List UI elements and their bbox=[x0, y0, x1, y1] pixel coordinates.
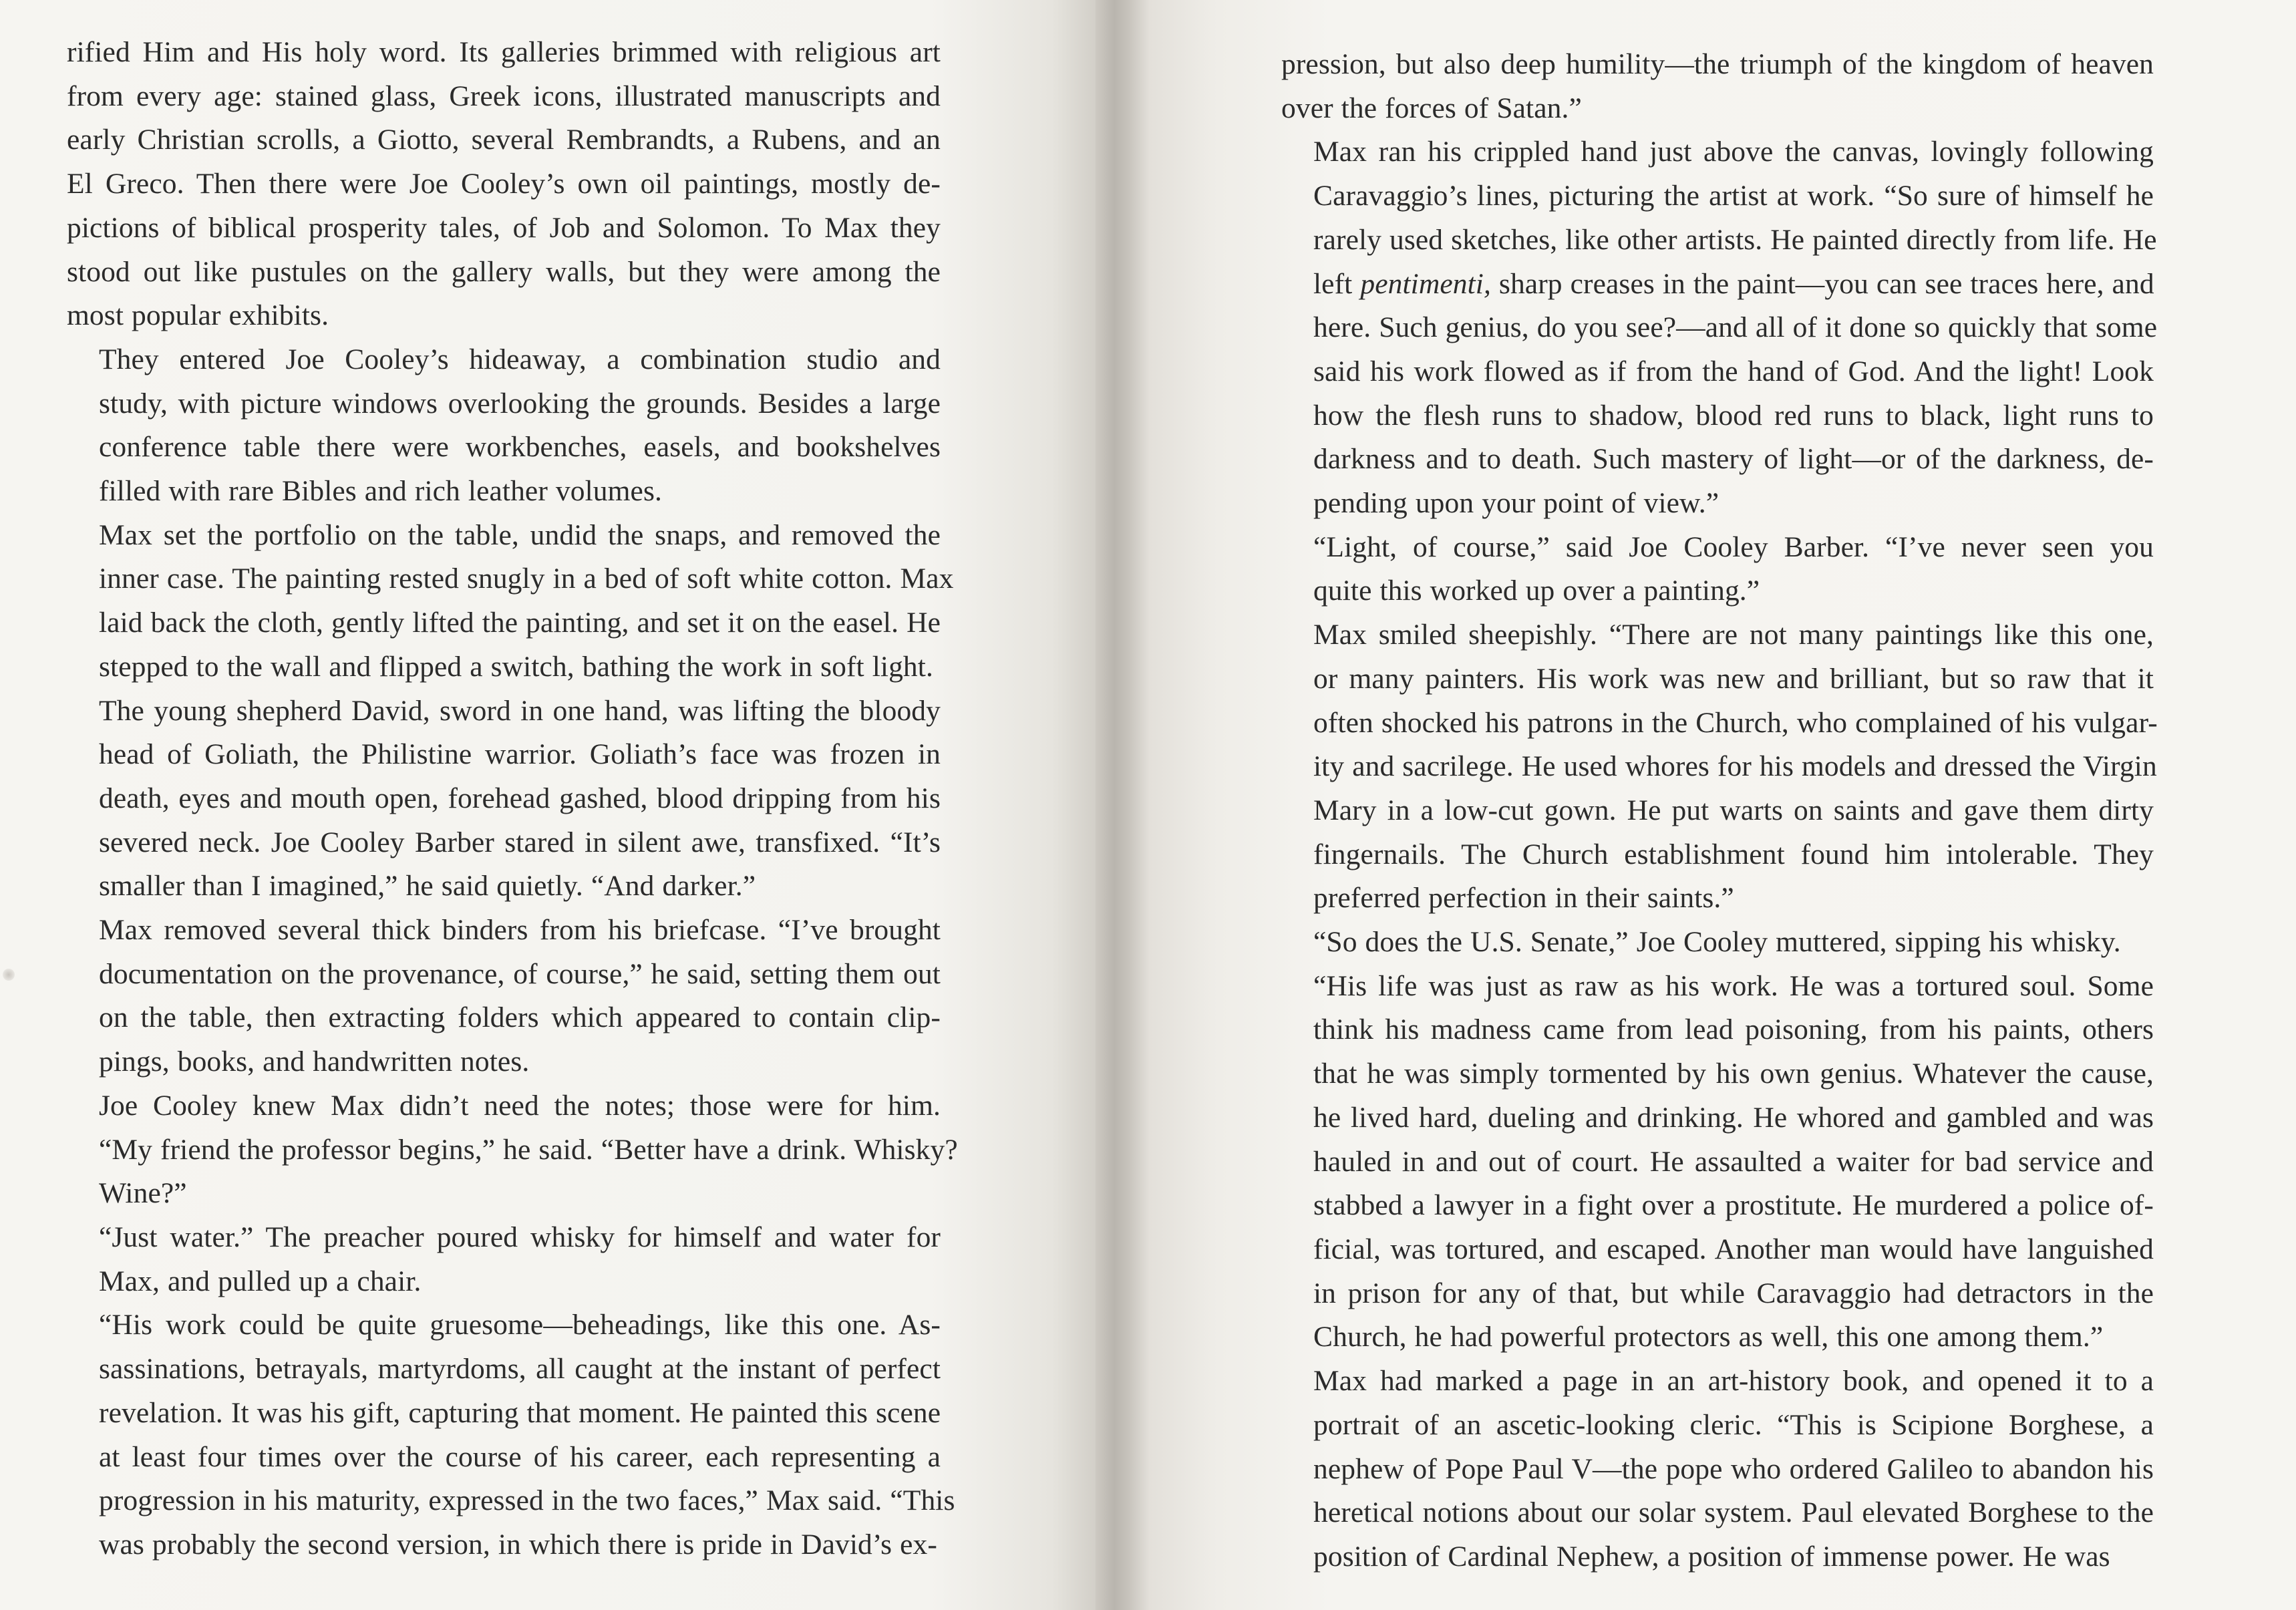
text-line: Max had marked a page in an art-history book, and opened it to a bbox=[1313, 1365, 2154, 1398]
text-line: “His work could be quite gruesome—beheadings, like this one. As- bbox=[99, 1309, 941, 1341]
text-line: Mary in a low-cut gown. He put warts on saints and gave them dirty bbox=[1313, 794, 2154, 826]
text-line: he lived hard, dueling and drinking. He whored and gambled and was bbox=[1313, 1101, 2154, 1134]
text-line: “Just water.” The preacher poured whisky for himself and water for bbox=[99, 1221, 941, 1253]
paragraph bbox=[1281, 1359, 2154, 1579]
text-line: “His life was just as raw as his work. He was a tortured soul. Some bbox=[1313, 969, 2154, 1002]
text-line: in prison for any of that, but while Caravaggio had detractors in the bbox=[1313, 1277, 2154, 1309]
paragraph bbox=[67, 1084, 958, 1216]
paragraph bbox=[67, 514, 954, 689]
text-line: that he was simply tormented by his own genius. Whatever the cause, bbox=[1313, 1058, 2154, 1090]
text-line: Wine?” bbox=[99, 1177, 187, 1210]
text-line: from every age: stained glass, Greek icons, illustrated manuscripts and bbox=[67, 79, 941, 112]
text-line: “Light, of course,” said Joe Cooley Barber. “I’ve never seen you bbox=[1313, 530, 2154, 563]
text-line: smaller than I imagined,” he said quietly. “And darker.” bbox=[99, 870, 756, 903]
text-line: nephew of Pope Paul V—the pope who ordered Galileo to abandon his bbox=[1313, 1452, 2154, 1485]
page-smudge bbox=[3, 969, 15, 981]
text-line: here. Such genius, do you see?—and all of it done so quickly that some bbox=[1313, 311, 2158, 344]
text-line: said his work flowed as if from the hand of God. And the light! Look bbox=[1313, 355, 2154, 387]
text-line: filled with rare Bibles and rich leather volumes. bbox=[99, 475, 662, 508]
left-page-text bbox=[67, 31, 958, 1567]
paragraph bbox=[1281, 526, 2154, 613]
paragraph bbox=[67, 338, 941, 514]
text-line: pending upon your point of view.” bbox=[1313, 487, 1719, 520]
paragraph bbox=[1281, 130, 2158, 525]
text-line: hauled in and out of court. He assaulted a waiter for bad service and bbox=[1313, 1145, 2154, 1178]
text-line: inner case. The painting rested snugly in a bed of soft white cotton. Max bbox=[99, 562, 954, 595]
text-line: progression in his maturity, expressed in the two faces,” Max said. “This bbox=[99, 1484, 955, 1517]
text-line: rarely used sketches, like other artists. He painted directly from life. He bbox=[1313, 223, 2157, 256]
text-line: Max ran his crippled hand just above the canvas, lovingly following bbox=[1313, 136, 2154, 168]
text-line: Max set the portfolio on the table, undid the snaps, and removed the bbox=[99, 518, 941, 551]
text-line: pression, but also deep humility—the triumph of the kingdom of heaven bbox=[1281, 48, 2154, 80]
text-line: portrait of an ascetic-looking cleric. “This is Scipione Borghese, a bbox=[1313, 1408, 2154, 1441]
text-line: early Christian scrolls, a Giotto, several Rembrandts, a Rubens, and an bbox=[67, 124, 941, 156]
text-line: Max, and pulled up a chair. bbox=[99, 1265, 422, 1297]
text-line: often shocked his patrons in the Church, who complained of his vulgar- bbox=[1313, 706, 2158, 739]
text-line: most popular exhibits. bbox=[67, 299, 329, 332]
text-line: was probably the second version, in which there is pride in David’s ex- bbox=[99, 1528, 937, 1561]
paragraph bbox=[67, 31, 941, 338]
text-line: over the forces of Satan.” bbox=[1281, 92, 1582, 124]
text-line: ficial, was tortured, and escaped. Another man would have languished bbox=[1313, 1233, 2154, 1265]
text-line: Joe Cooley knew Max didn’t need the notes; those were for him. bbox=[99, 1089, 941, 1122]
text-line: The young shepherd David, sword in one hand, was lifting the bloody bbox=[99, 694, 941, 727]
text-line: severed neck. Joe Cooley Barber stared in silent awe, transfixed. “It’s bbox=[99, 826, 941, 858]
paragraph bbox=[1281, 613, 2158, 921]
text-line: death, eyes and mouth open, forehead gashed, blood dripping from his bbox=[99, 782, 941, 814]
text-line: “My friend the professor begins,” he said. “Better have a drink. Whisky? bbox=[99, 1133, 958, 1166]
text-line: “So does the U.S. Senate,” Joe Cooley muttered, sipping his whisky. bbox=[1313, 926, 2121, 959]
paragraph bbox=[1281, 921, 2154, 965]
text-line: preferred perfection in their saints.” bbox=[1313, 882, 1734, 915]
paragraph bbox=[1281, 43, 2154, 130]
text-line: fingernails. The Church establishment found him intolerable. They bbox=[1313, 838, 2154, 870]
text-line: laid back the cloth, gently lifted the painting, and set it on the easel. He bbox=[99, 607, 941, 639]
text-line: how the flesh runs to shadow, blood red runs to black, light runs to bbox=[1313, 399, 2154, 432]
text-line: darkness and to death. Such mastery of light—or of the darkness, de- bbox=[1313, 443, 2154, 476]
text-line: stood out like pustules on the gallery walls, but they were among the bbox=[67, 255, 941, 288]
paragraph bbox=[1281, 965, 2154, 1359]
paragraph bbox=[67, 1303, 955, 1567]
text-line: pings, books, and handwritten notes. bbox=[99, 1045, 530, 1078]
text-line: quite this worked up over a painting.” bbox=[1313, 575, 1760, 607]
text-line: El Greco. Then there were Joe Cooley’s own oil paintings, mostly de- bbox=[67, 168, 941, 200]
text-line: left pentimenti, sharp creases in the paint—you can see traces here, and bbox=[1313, 267, 2154, 300]
text-line: at least four times over the course of his career, each representing a bbox=[99, 1440, 941, 1473]
text-line: rified Him and His holy word. Its galleries brimmed with religious art bbox=[67, 36, 941, 68]
text-line: position of Cardinal Nephew, a position of immense power. He was bbox=[1313, 1540, 2110, 1573]
paragraph bbox=[67, 1216, 941, 1303]
text-line: stepped to the wall and flipped a switch, bathing the work in soft light. bbox=[99, 650, 933, 683]
text-line: stabbed a lawyer in a fight over a prostitute. He murdered a police of- bbox=[1313, 1189, 2154, 1222]
text-line: revelation. It was his gift, capturing that moment. He painted this scene bbox=[99, 1396, 941, 1429]
text-line: conference table there were workbenches, easels, and bookshelves bbox=[99, 431, 941, 464]
text-line: on the table, then extracting folders which appeared to contain clip- bbox=[99, 1001, 941, 1034]
paragraph bbox=[67, 689, 941, 909]
text-line: ity and sacrilege. He used whores for his models and dressed the Virgin bbox=[1313, 750, 2157, 783]
text-line: head of Goliath, the Philistine warrior. Goliath’s face was frozen in bbox=[99, 738, 941, 771]
right-page bbox=[1149, 0, 2296, 1610]
text-line: They entered Joe Cooley’s hideaway, a combination studio and bbox=[99, 343, 941, 375]
text-line: study, with picture windows overlooking the grounds. Besides a large bbox=[99, 387, 941, 420]
text-line: documentation on the provenance, of course,” he said, setting them out bbox=[99, 957, 941, 990]
left-page bbox=[0, 0, 1096, 1610]
text-line: pictions of biblical prosperity tales, of Job and Solomon. To Max they bbox=[67, 211, 941, 244]
book-gutter bbox=[1096, 0, 1149, 1610]
text-line: or many painters. His work was new and brilliant, but so raw that it bbox=[1313, 662, 2154, 695]
paragraph bbox=[67, 909, 941, 1084]
text-line: heretical notions about our solar system. Paul elevated Borghese to the bbox=[1313, 1496, 2154, 1529]
text-line: Max removed several thick binders from his briefcase. “I’ve brought bbox=[99, 914, 941, 947]
text-line: Max smiled sheepishly. “There are not many paintings like this one, bbox=[1313, 619, 2154, 651]
text-line: think his madness came from lead poisoning, from his paints, others bbox=[1313, 1013, 2154, 1046]
right-page-text bbox=[1281, 43, 2158, 1579]
text-line: Caravaggio’s lines, picturing the artist at work. “So sure of himself he bbox=[1313, 180, 2154, 212]
text-line: sassinations, betrayals, martyrdoms, all caught at the instant of perfect bbox=[99, 1353, 941, 1386]
text-line: Church, he had powerful protectors as well, this one among them.” bbox=[1313, 1321, 2104, 1353]
